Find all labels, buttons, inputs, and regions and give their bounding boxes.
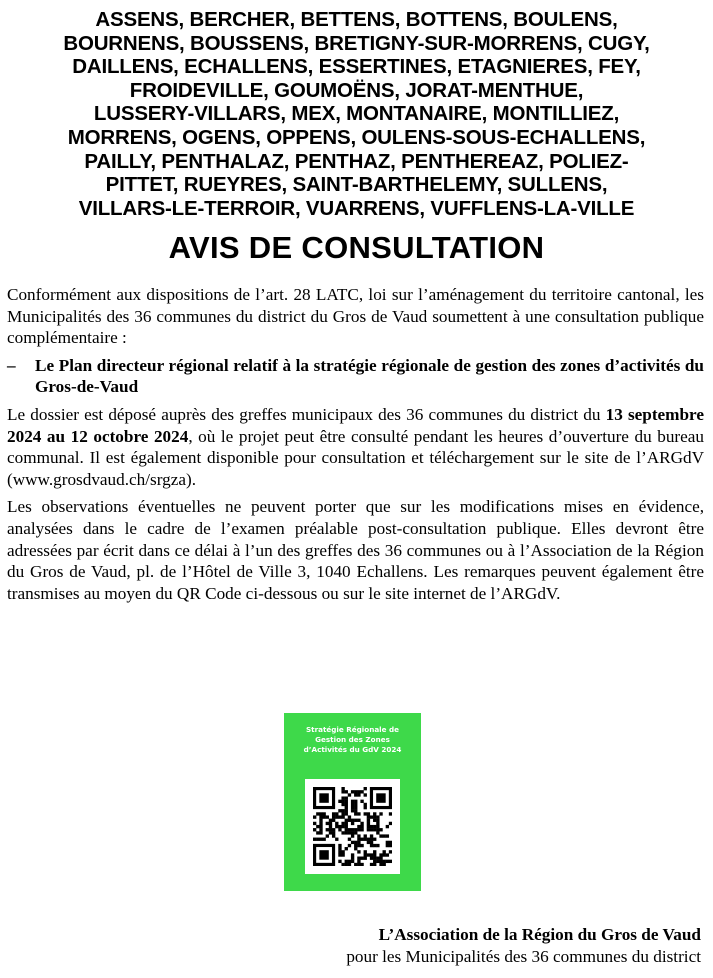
dossier-dates: 13 septembre 2024 au 12 octobre 2024 [7, 404, 704, 446]
signature-block [346, 924, 701, 968]
qr-caption-line: d’Activités du GdV 2024 [303, 745, 402, 754]
communes-line: FROIDEVILLE, GOUMOËNS, JORAT-MENTHUE, [129, 78, 584, 102]
communes-line: BOURNENS, BOUSSENS, BRETIGNY-SUR-MORRENS, CUGY, [63, 31, 650, 55]
intro-paragraph: Conformément aux dispositions de l’art. 28 LATC, loi sur l’aménagement du territoire cantonal, les Municipalités des 36 communes du district du Gros de Vaud soumettent à une consultation publique complémentaire : [7, 285, 704, 348]
signature-organization: L’Association de la Région du Gros de Vaud [378, 925, 701, 944]
qr-caption-line: Gestion des Zones [315, 735, 390, 744]
observations-paragraph: Les observations éventuelles ne peuvent porter que sur les modifications mises en évidence, analysées dans le cadre de l’examen préalable post-consultation publique. Elles devront être adressées par écrit dans ce délai à l’un des greffes des 36 communes ou à l’Association de la Région du Gros de Vaud, pl. de l’Hôtel de Ville 3, 1040 Echallens. Les remarques peuvent également être transmises au moyen du QR Code ci-dessous ou sur le site internet de l’ARGdV. [7, 497, 704, 603]
communes-line: VILLARS-LE-TERROIR, VUARRENS, VUFFLENS-LA-VILLE [78, 196, 635, 220]
item-text: Le Plan directeur régional relatif à la stratégie régionale de gestion des zones d’activités du Gros-de-Vaud [35, 355, 704, 397]
communes-line: PITTET, RUEYRES, SAINT-BARTHELEMY, SULLENS, [105, 173, 608, 197]
communes-list [10, 8, 703, 220]
communes-line: ASSENS, BERCHER, BETTENS, BOTTENS, BOULENS, [95, 8, 618, 31]
communes-line: LUSSERY-VILLARS, MEX, MONTANAIRE, MONTILLIEZ, [93, 102, 620, 126]
dossier-paragraph [7, 404, 704, 490]
qr-card[interactable] [284, 713, 421, 891]
consultation-item [7, 355, 704, 398]
communes-line: DAILLENS, ECHALLENS, ESSERTINES, ETAGNIERES, FEY, [72, 55, 641, 79]
qr-code-icon[interactable] [305, 779, 400, 874]
notice-body [7, 284, 704, 610]
dossier-text-end: , où le projet peut être consulté pendant les heures d’ouverture du bureau communal. Il est également disponible pour consultation et téléchargement sur le site de l’ARGdV (www.grosdvaud.ch/srgza). [7, 426, 704, 489]
communes-line: PAILLY, PENTHALAZ, PENTHAZ, PENTHEREAZ, POLIEZ- [84, 149, 629, 173]
dossier-text-start: Le dossier est déposé auprès des greffes municipaux des 36 communes du district du [7, 404, 606, 424]
notice-title: AVIS DE CONSULTATION [168, 230, 545, 265]
communes-line: MORRENS, OGENS, OPPENS, OULENS-SOUS-ECHALLENS, [67, 125, 646, 149]
qr-caption [284, 725, 421, 755]
item-dash: – [7, 355, 16, 375]
qr-caption-line: Stratégie Régionale de [305, 725, 400, 734]
signature-for-line: pour les Municipalités des 36 communes du district [346, 947, 701, 966]
qr-code-graphic [313, 787, 392, 866]
